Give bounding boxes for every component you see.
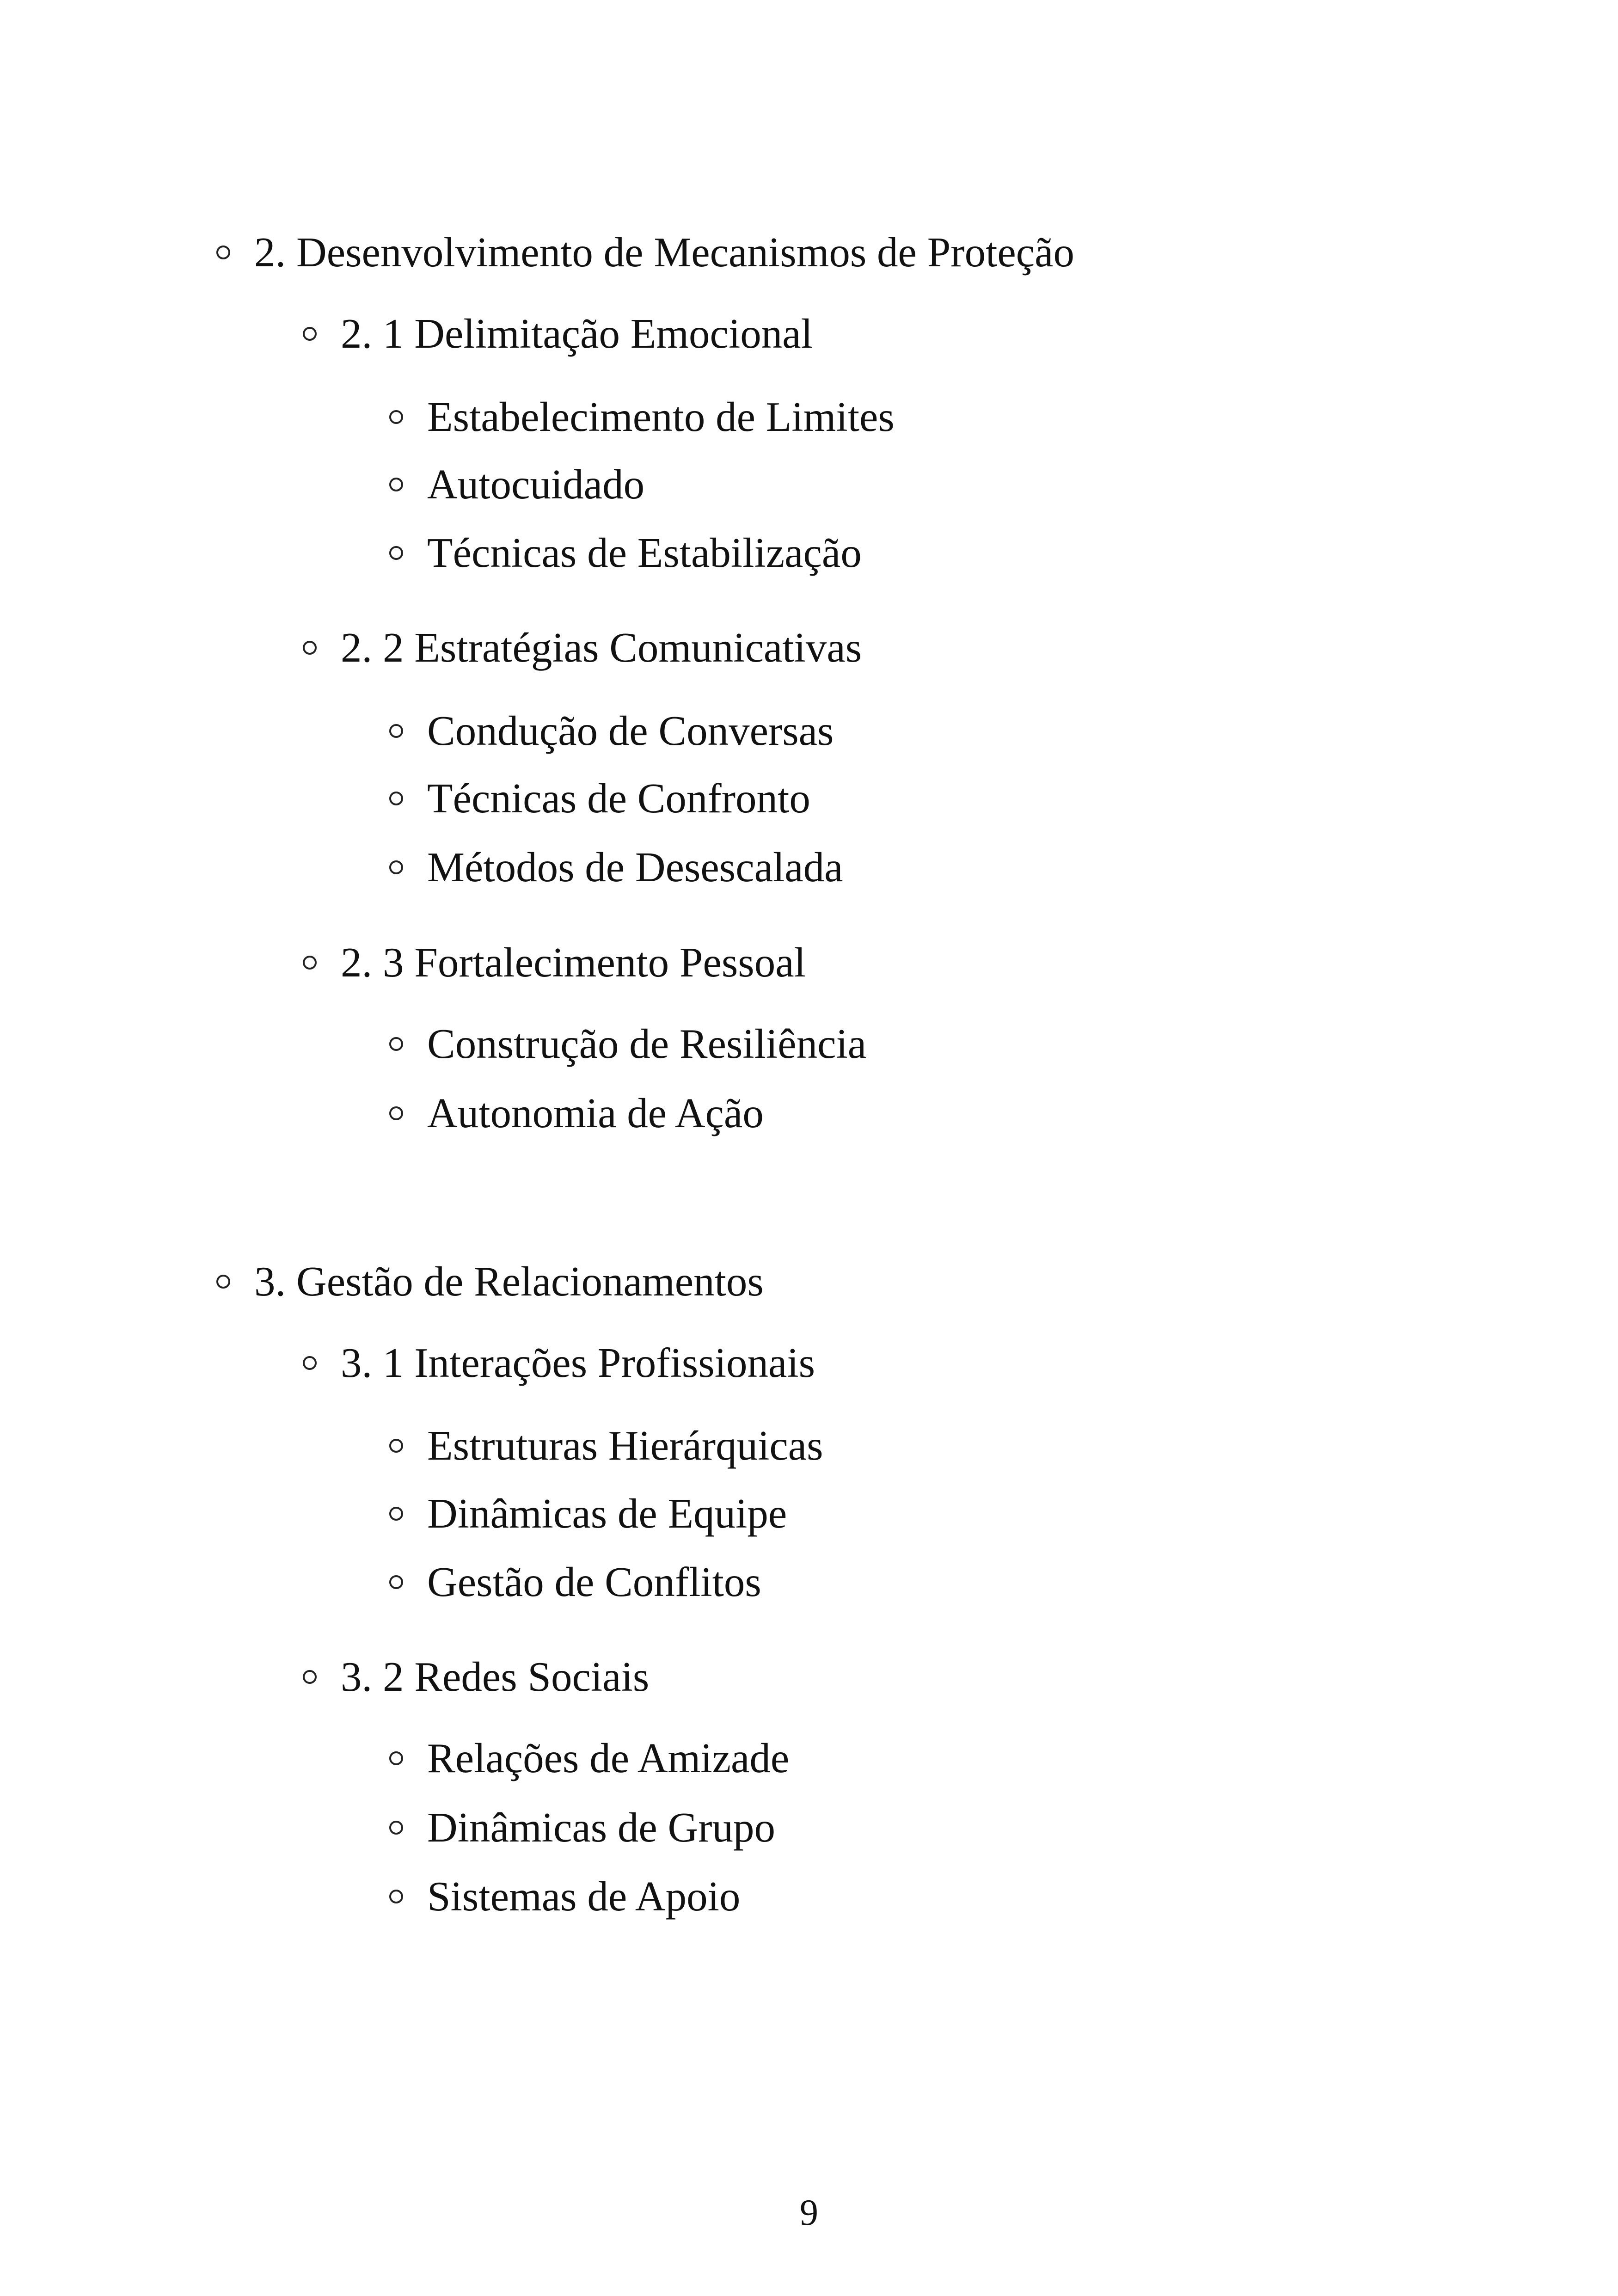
outline-item — [389, 846, 843, 888]
subsection-title: 3. 2 Redes Sociais — [341, 1653, 650, 1700]
circle-bullet-icon — [389, 410, 403, 424]
outline-item — [389, 1804, 776, 1851]
circle-bullet-icon — [389, 1821, 403, 1835]
subsection-title: 3. 1 Interações Profissionais — [341, 1339, 815, 1386]
outline-item — [389, 707, 834, 754]
circle-bullet-icon — [389, 1751, 403, 1765]
item-text: Técnicas de Confronto — [427, 775, 810, 822]
outline-item — [389, 461, 645, 508]
circle-bullet-icon — [389, 1037, 403, 1051]
item-text: Dinâmicas de Equipe — [427, 1490, 787, 1537]
outline-subsection — [303, 626, 862, 669]
circle-bullet-icon — [216, 1275, 230, 1289]
item-text: Sistemas de Apoio — [427, 1873, 741, 1920]
outline-subsection — [303, 939, 806, 986]
circle-bullet-icon — [389, 1439, 403, 1453]
circle-bullet-icon — [389, 478, 403, 491]
item-text: Estruturas Hierárquicas — [427, 1422, 823, 1469]
circle-bullet-icon — [389, 1890, 403, 1903]
item-text: Gestão de Conflitos — [427, 1559, 761, 1605]
outline-item — [389, 1020, 867, 1067]
outline-subsection — [303, 1653, 650, 1700]
subsection-title: 2. 1 Delimitação Emocional — [341, 310, 813, 357]
item-text: Condução de Conversas — [427, 707, 834, 754]
circle-bullet-icon — [303, 1356, 317, 1370]
item-text: Métodos de Desescalada — [427, 844, 843, 890]
outline-item — [389, 1561, 761, 1603]
circle-bullet-icon — [303, 1670, 317, 1684]
circle-bullet-icon — [303, 956, 317, 970]
item-text: Construção de Resiliência — [427, 1020, 867, 1067]
outline-item — [389, 1092, 764, 1134]
section-title: 3. Gestão de Relacionamentos — [254, 1258, 764, 1305]
outline-item — [389, 1737, 789, 1779]
circle-bullet-icon — [389, 792, 403, 805]
outline-section — [216, 229, 1075, 276]
item-text: Técnicas de Estabilização — [427, 529, 862, 576]
outline-section — [216, 1258, 764, 1305]
outline-subsection — [303, 1339, 815, 1386]
circle-bullet-icon — [389, 546, 403, 560]
outline-item — [389, 1492, 787, 1535]
outline-item — [389, 1873, 741, 1920]
circle-bullet-icon — [303, 641, 317, 655]
circle-bullet-icon — [389, 1507, 403, 1521]
subsection-title: 2. 3 Fortalecimento Pessoal — [341, 939, 806, 986]
circle-bullet-icon — [389, 1106, 403, 1120]
circle-bullet-icon — [303, 327, 317, 341]
subsection-title: 2. 2 Estratégias Comunicativas — [341, 624, 862, 671]
item-text: Estabelecimento de Limites — [427, 393, 895, 440]
item-text: Relações de Amizade — [427, 1735, 790, 1781]
outline-item — [389, 393, 895, 440]
circle-bullet-icon — [389, 1575, 403, 1589]
circle-bullet-icon — [389, 724, 403, 738]
item-text: Dinâmicas de Grupo — [427, 1804, 776, 1851]
section-title: 2. Desenvolvimento de Mecanismos de Proteção — [254, 229, 1075, 276]
circle-bullet-icon — [216, 246, 230, 259]
outline-item — [389, 529, 862, 576]
page-number: 9 — [800, 2192, 818, 2233]
outline-item — [389, 1424, 823, 1467]
outline-subsection — [303, 310, 813, 357]
outline-item — [389, 775, 810, 822]
item-text: Autocuidado — [427, 461, 645, 508]
item-text: Autonomia de Ação — [427, 1090, 764, 1136]
circle-bullet-icon — [389, 860, 403, 874]
